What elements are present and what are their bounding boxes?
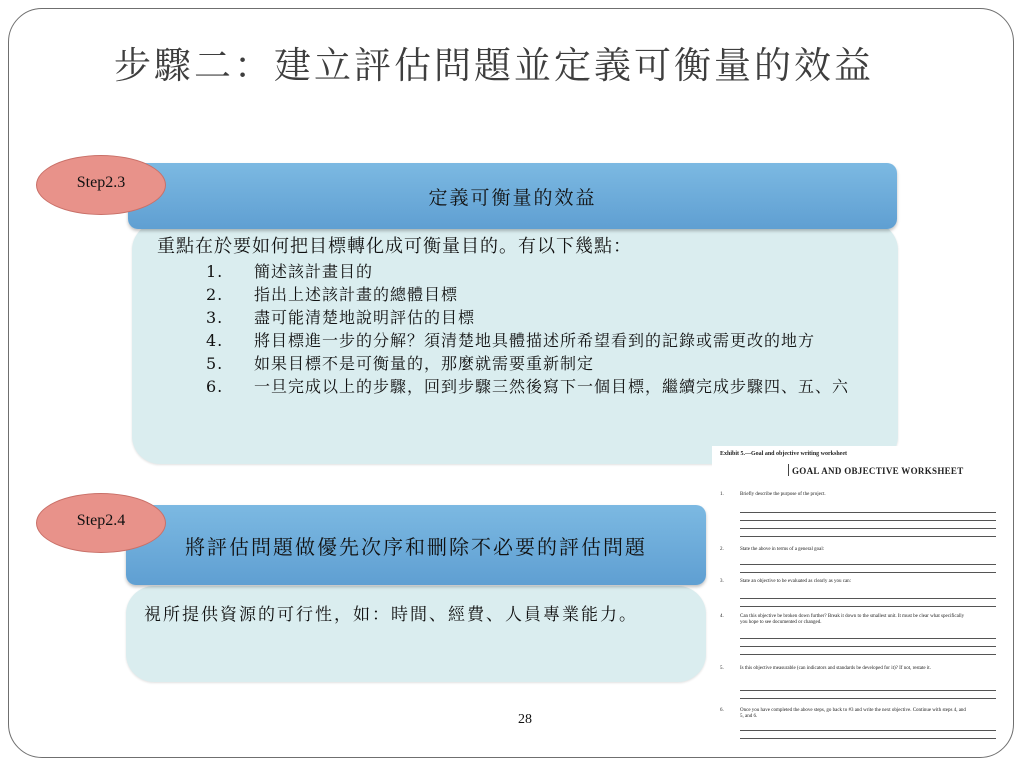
answer-line xyxy=(740,520,996,521)
point-text: 將目標進一步的分解？須清楚地具體描述所希望看到的記錄或需更改的地方 xyxy=(254,331,816,350)
worksheet-question xyxy=(720,579,990,585)
step23-header: 定義可衡量的效益 xyxy=(128,163,897,229)
answer-line xyxy=(740,598,996,599)
page-number: 28 xyxy=(518,712,532,727)
question-number: 1. xyxy=(720,492,724,497)
question-text: State an objective to be evaluated as clearly as you can: xyxy=(740,579,852,584)
answer-line xyxy=(740,698,996,699)
question-number: 6. xyxy=(720,708,724,713)
question-number: 3. xyxy=(720,579,724,584)
worksheet-title-rule xyxy=(788,464,789,476)
list-item xyxy=(132,329,874,352)
step23-badge: Step2.3 xyxy=(36,155,166,215)
step23-intro: 重點在於要如何把目標轉化成可衡量目的。有以下幾點： xyxy=(157,236,632,257)
question-number: 4. xyxy=(720,614,724,619)
worksheet-title: GOAL AND OBJECTIVE WORKSHEET xyxy=(792,466,964,476)
list-item xyxy=(132,375,874,398)
point-number: 2. xyxy=(206,285,224,304)
answer-line xyxy=(740,690,996,691)
question-text: Once you have completed the above steps, go back to #3 and write the next objective. Continue with steps 4, and 5, and 6. xyxy=(740,708,966,719)
question-text: State the above in terms of a general goal: xyxy=(740,547,825,552)
point-number: 3. xyxy=(206,308,224,327)
point-text: 簡述該計畫目的 xyxy=(254,262,374,281)
point-text: 如果目標不是可衡量的，那麼就需要重新制定 xyxy=(254,354,595,373)
step24-badge: Step2.4 xyxy=(36,493,166,553)
answer-line xyxy=(740,564,996,565)
answer-line xyxy=(740,730,996,731)
worksheet-question xyxy=(720,492,990,498)
question-number: 2. xyxy=(720,547,724,552)
step23-points xyxy=(132,260,874,398)
point-text: 一旦完成以上的步驟，回到步驟三然後寫下一個目標，繼續完成步驟四、五、六 xyxy=(254,377,850,396)
question-text: Is this objective measurable (can indicators and standards be developed for it)? If not, restate it. xyxy=(740,666,931,671)
step24-header: 將評估問題做優先次序和刪除不必要的評估問題 xyxy=(126,505,706,585)
question-number: 5. xyxy=(720,666,724,671)
worksheet-question xyxy=(720,547,990,553)
slide-title: 步驟二：建立評估問題並定義可衡量的效益 xyxy=(114,44,874,87)
answer-line xyxy=(740,512,996,513)
answer-line xyxy=(740,606,996,607)
point-number: 1. xyxy=(206,262,224,281)
list-item xyxy=(132,260,874,283)
step24-panel xyxy=(126,586,706,682)
answer-line xyxy=(740,528,996,529)
worksheet-question xyxy=(720,614,990,626)
answer-line xyxy=(740,638,996,639)
worksheet-exhibit-label: Exhibit 5.—Goal and objective writing worksheet xyxy=(720,451,847,457)
list-item xyxy=(132,352,874,375)
answer-line xyxy=(740,738,996,739)
step23-panel xyxy=(132,222,898,464)
point-number: 4. xyxy=(206,331,224,350)
answer-line xyxy=(740,654,996,655)
question-text: Can this objective be broken down further? Break it down to the smallest unit. It must be clear what specifically you hope to see documented or changed. xyxy=(740,614,965,625)
worksheet-image xyxy=(712,446,1000,748)
point-text: 指出上述該計畫的總體目標 xyxy=(254,285,459,304)
point-text: 盡可能清楚地說明評估的目標 xyxy=(254,308,476,327)
point-number: 6. xyxy=(206,377,224,396)
answer-line xyxy=(740,572,996,573)
point-number: 5. xyxy=(206,354,224,373)
worksheet-question xyxy=(720,666,990,672)
worksheet-question xyxy=(720,708,990,720)
answer-line xyxy=(740,536,996,537)
answer-line xyxy=(740,646,996,647)
step24-body: 視所提供資源的可行性，如：時間、經費、人員專業能力。 xyxy=(144,605,638,625)
list-item xyxy=(132,306,874,329)
list-item xyxy=(132,283,874,306)
question-text: Briefly describe the purpose of the project. xyxy=(740,492,826,497)
